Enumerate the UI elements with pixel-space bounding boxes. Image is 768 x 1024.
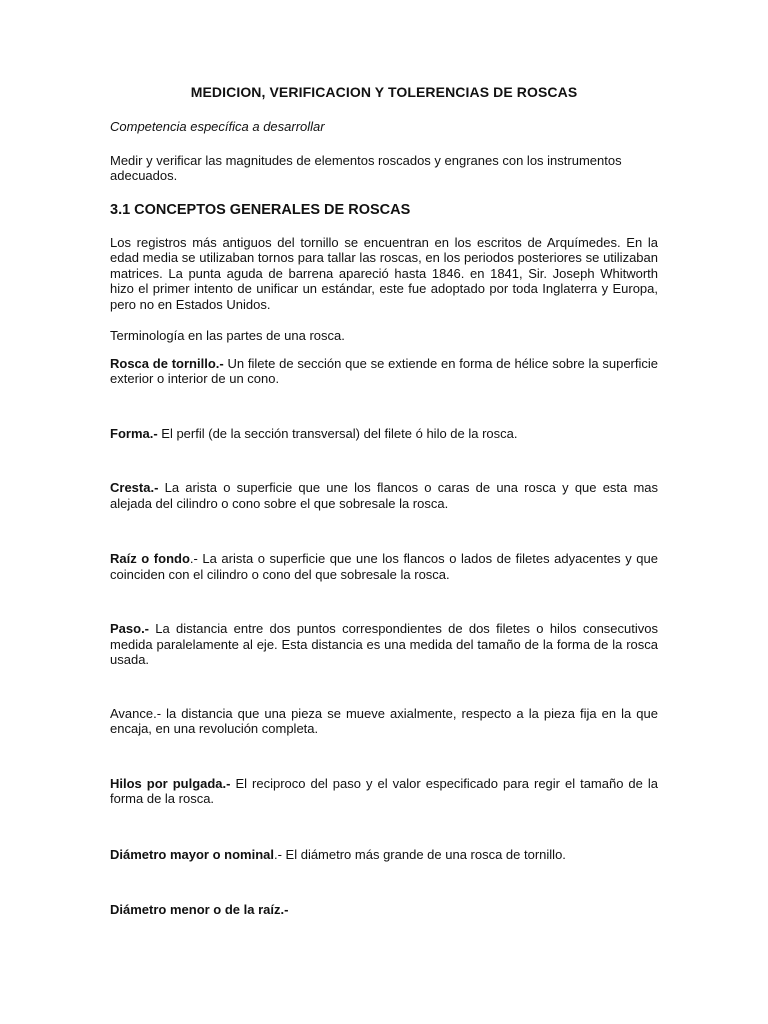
document-content (110, 84, 658, 918)
definition-term: Raíz o fondo (110, 551, 190, 566)
definition-term: Cresta.- (110, 480, 159, 495)
definition-rosca-de-tornillo (110, 356, 658, 387)
definition-term: Paso.- (110, 621, 150, 636)
terminology-text: Terminología en las partes de una rosca. (110, 328, 345, 343)
definition-text: Un filete de sección que se extiende en forma de hélice sobre la superficie exterior o interior de un cono. (110, 355, 658, 386)
definition-forma (110, 426, 658, 442)
definition-cresta (110, 480, 658, 511)
definition-hilos-por-pulgada (110, 776, 658, 807)
definition-term: Diámetro menor o de la raíz.- (110, 902, 289, 917)
definition-text: .- La arista o superficie que une los flancos o lados de filetes adyacentes y que coinciden con el cilindro o cono del que sobresale la rosca. (110, 551, 658, 582)
definition-term: Diámetro mayor o nominal (110, 846, 274, 862)
competencia-text: Medir y verificar las magnitudes de elementos roscados y engranes con los instrumentos adecuados. (110, 152, 622, 183)
definition-raiz-o-fondo (110, 551, 658, 582)
definition-term: Rosca de tornillo.- (110, 355, 224, 371)
definition-text: La distancia entre dos puntos correspondientes de dos filetes o hilos consecutivos medida paralelamente al eje. Esta distancia es una medida del tamaño de la forma de la rosca usada. (110, 621, 658, 667)
definition-diametro-menor (110, 902, 658, 918)
document-title: MEDICION, VERIFICACION Y TOLERENCIAS DE ROSCAS (190, 84, 578, 100)
definition-text: El perfil (de la sección transversal) del filete ó hilo de la rosca. (157, 425, 518, 441)
definition-term: Forma.- (110, 425, 158, 441)
definition-avance (110, 706, 658, 737)
definition-diametro-mayor (110, 847, 658, 863)
competencia-heading: Competencia específica a desarrollar (110, 119, 325, 134)
definition-text: La arista o superficie que une los flancos o caras de una rosca y que esta mas alejada del cilindro o cono sobre el que sobresale la rosca. (110, 480, 658, 511)
definition-text: .- El diámetro más grande de una rosca de tornillo. (273, 846, 566, 862)
definition-text: El reciproco del paso y el valor especificado para regir el tamaño de la forma de la rosca. (110, 775, 658, 806)
intro-paragraph: Los registros más antiguos del tornillo se encuentran en los escritos de Arquímedes. En la edad media se utilizaban tornos para tallar las roscas, en los periodos posteriores se utilizaban matrices. La punta aguda de barrena apareció hasta 1846. en 1841, Sir. Joseph Whitworth hizo el primer intento de unificar un estándar, este fue adoptado por toda Inglaterra y Europa, pero no en Estados Unidos. (110, 234, 658, 312)
definition-paso (110, 621, 658, 668)
definition-text: Avance.- la distancia que una pieza se mueve axialmente, respecto a la pieza fija en la que encaja, en una revolución completa. (110, 705, 658, 736)
section-heading: 3.1 CONCEPTOS GENERALES DE ROSCAS (110, 201, 411, 218)
definition-term: Hilos por pulgada.- (110, 775, 231, 791)
